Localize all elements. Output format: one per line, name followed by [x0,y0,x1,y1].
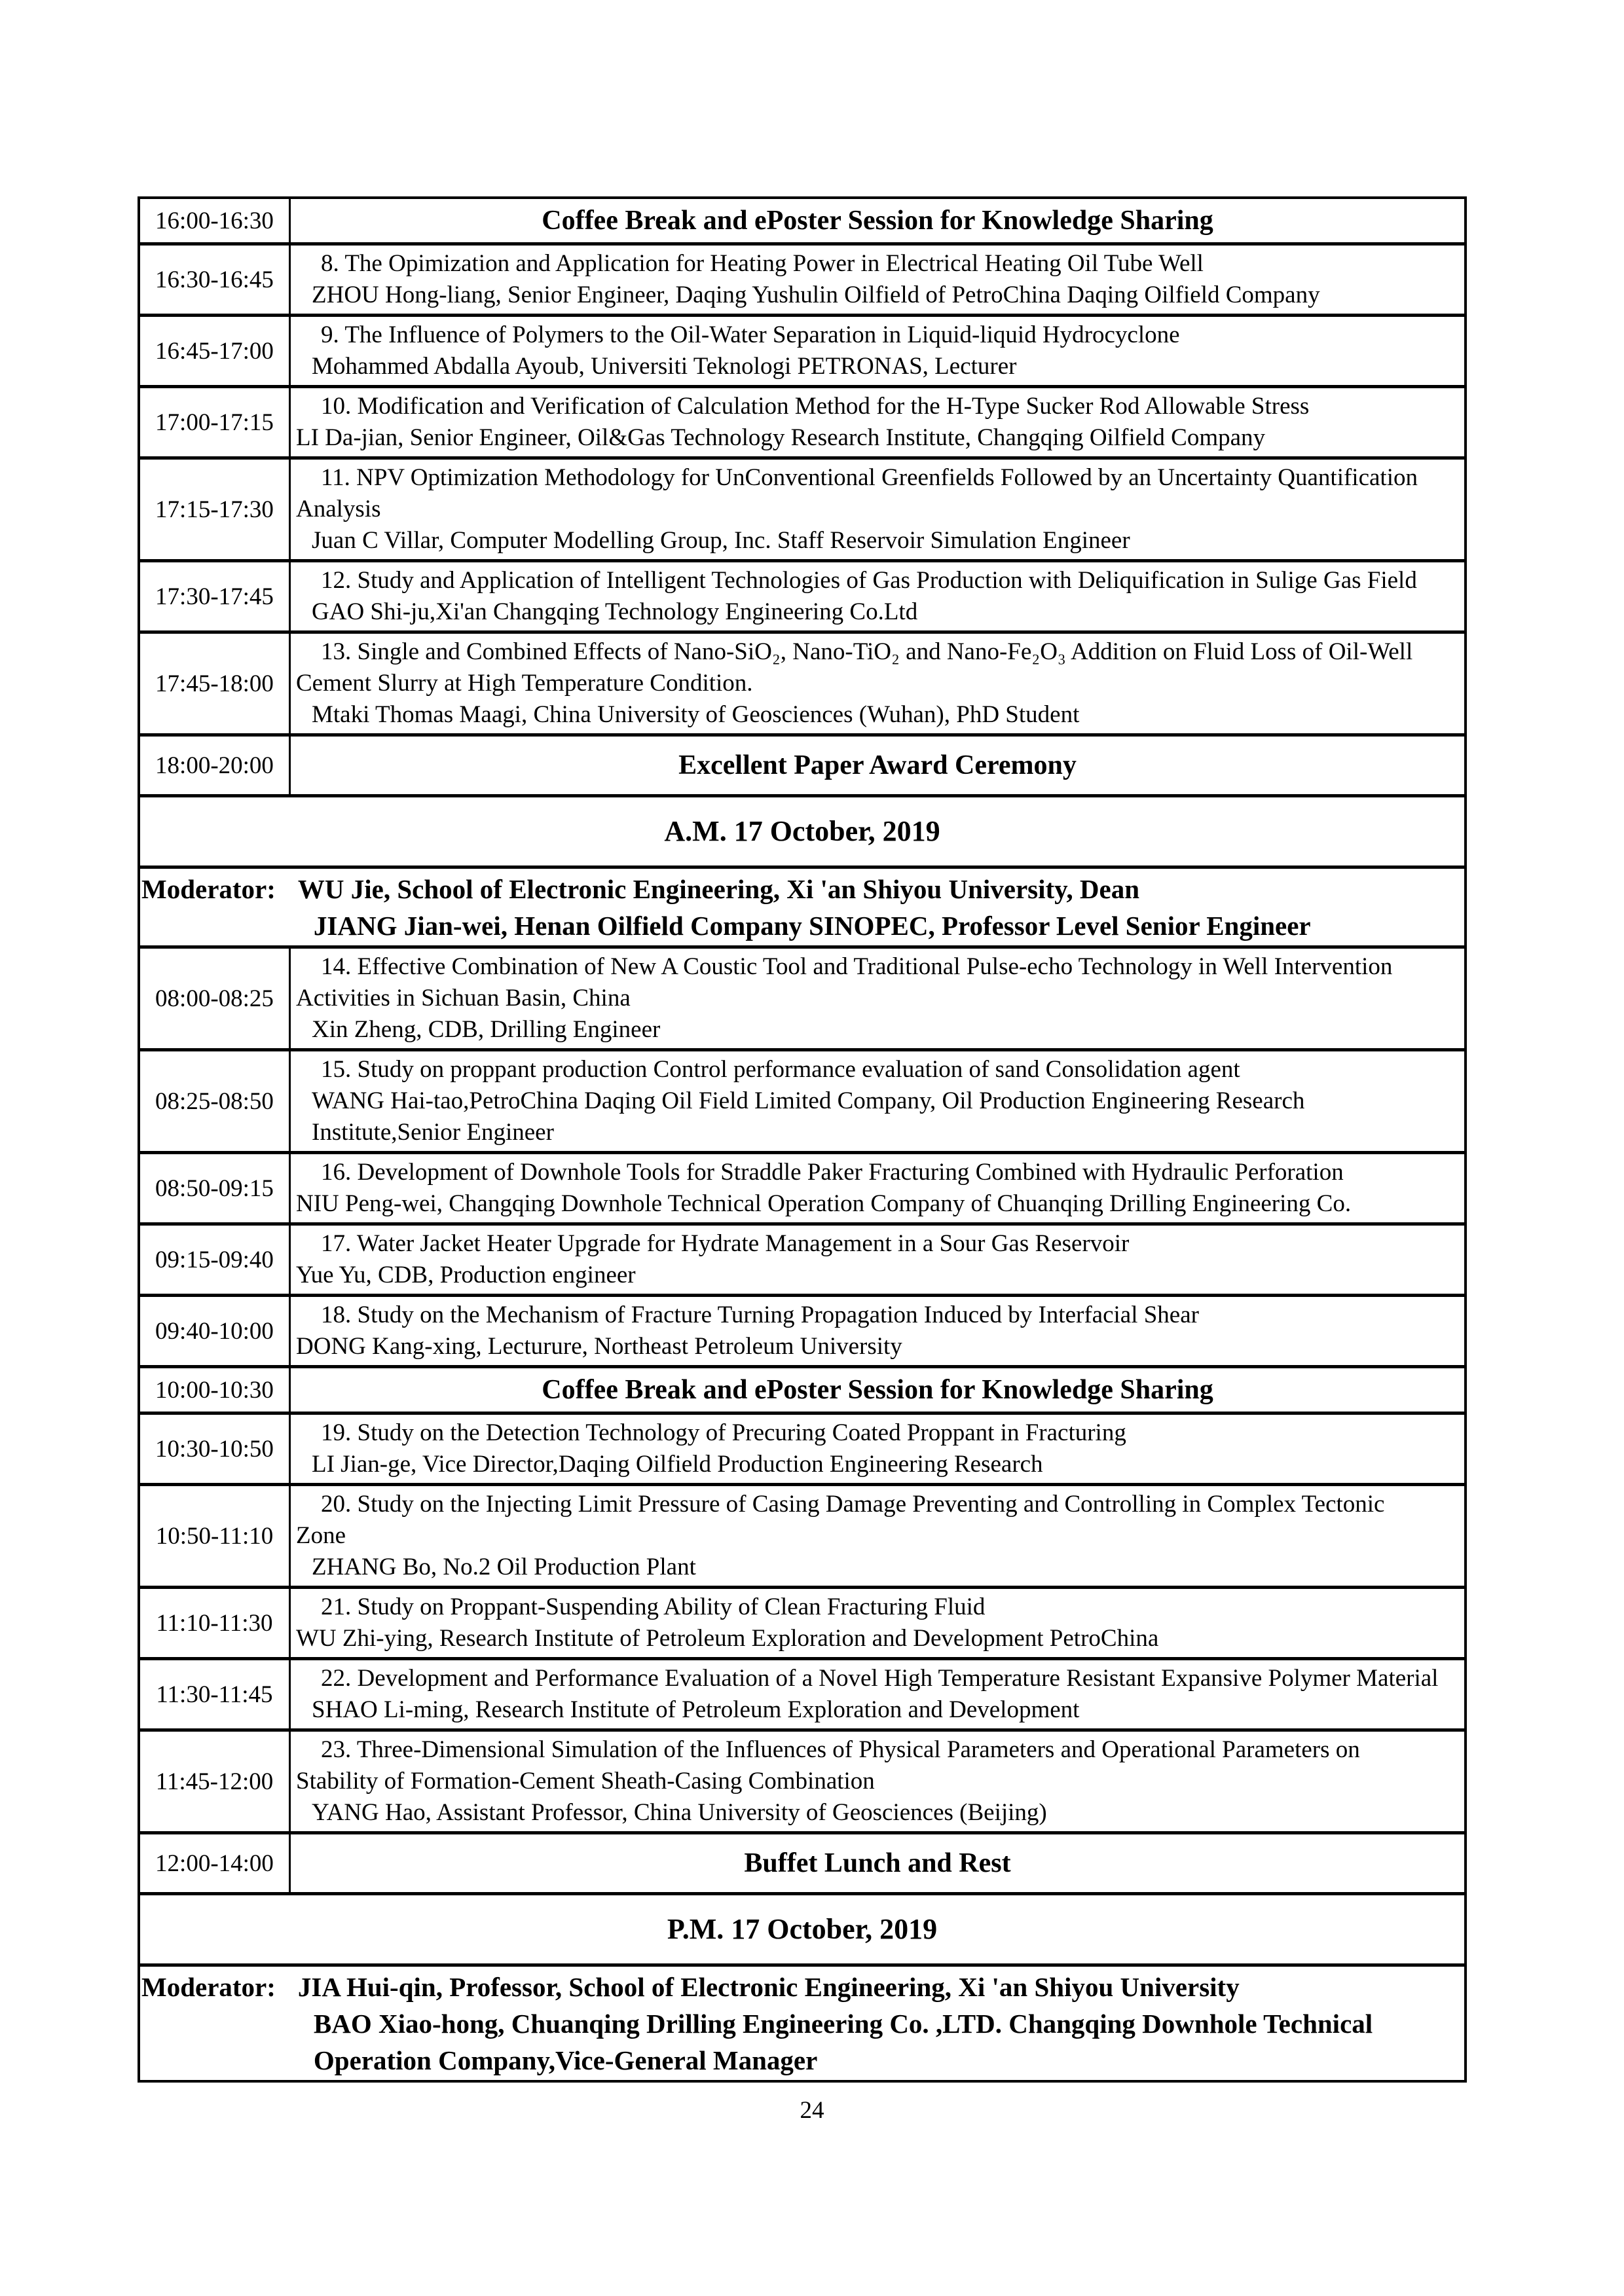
session-title-line: 15. Study on proppant production Control performance evaluation of sand Consolidation agent [321,1056,1240,1083]
break-row [140,1831,1464,1892]
session-row [140,385,1464,456]
time-cell: 10:50-11:10 [140,1486,291,1586]
session-content [291,1589,1464,1657]
session-title-line: 21. Study on Proppant-Suspending Ability of Clean Fracturing Fluid [321,1594,986,1620]
time-cell: 12:00-14:00 [140,1834,291,1892]
session-row [140,1483,1464,1586]
session-title-line: 23. Three-Dimensional Simulation of the Influences of Physical Parameters and Operational Parameters on [321,1736,1360,1763]
session-row [140,1412,1464,1483]
moderator-line: Operation Company,Vice-General Manager [313,2045,818,2075]
session-detail-line: Xin Zheng, CDB, Drilling Engineer [312,1016,661,1043]
session-row [140,1657,1464,1728]
session-detail-line: Analysis [296,496,381,522]
session-detail-line: NIU Peng-wei, Changqing Downhole Technical Operation Company of Chuanqing Drilling Engineering Co. [296,1190,1352,1217]
time-cell: 16:45-17:00 [140,317,291,385]
session-title-line: 9. The Influence of Polymers to the Oil-Water Separation in Liquid-liquid Hydrocyclone [321,321,1180,348]
session-content [291,1732,1464,1831]
session-row [140,1294,1464,1365]
session-content [291,1660,1464,1728]
session-detail-line: Stability of Formation-Cement Sheath-Casing Combination [296,1768,875,1795]
session-title-line: 13. Single and Combined Effects of Nano-SiO₂, Nano-TiO₂ and Nano-Fe₂O₃ Addition on Fluid Loss of Oil-Well [321,638,1413,665]
time-cell: 09:15-09:40 [140,1226,291,1294]
session-content [291,1486,1464,1586]
moderator-label: Moderator: [141,874,276,904]
time-cell: 16:30-16:45 [140,246,291,314]
time-cell: 10:30-10:50 [140,1415,291,1483]
session-title-line: 11. NPV Optimization Methodology for UnConventional Greenfields Followed by an Uncertainty Quantification [321,464,1418,491]
moderator-lines [298,871,1464,944]
session-row [140,242,1464,314]
break-row [140,199,1464,242]
time-cell: 11:30-11:45 [140,1660,291,1728]
session-row [140,1728,1464,1831]
session-content [291,1154,1464,1222]
time-cell: 11:10-11:30 [140,1589,291,1657]
break-row [140,733,1464,794]
session-title-line: 17. Water Jacket Heater Upgrade for Hydrate Management in a Sour Gas Reservoir [321,1230,1130,1257]
session-content [291,317,1464,385]
session-row [140,630,1464,733]
session-detail-line: Mtaki Thomas Maagi, China University of Geosciences (Wuhan), PhD Student [312,701,1080,728]
section-header: A.M. 17 October, 2019 [140,794,1464,866]
session-row [140,1048,1464,1151]
session-content [291,460,1464,559]
session-detail-line: YANG Hao, Assistant Professor, China University of Geosciences (Beijing) [312,1799,1047,1826]
break-content [291,199,1464,242]
session-row [140,1151,1464,1222]
time-cell: 08:50-09:15 [140,1154,291,1222]
session-content [291,1415,1464,1483]
break-content [291,1368,1464,1412]
time-cell: 10:00-10:30 [140,1368,291,1412]
session-detail-line: SHAO Li-ming, Research Institute of Petroleum Exploration and Development [312,1696,1080,1723]
moderator-lines [298,1969,1464,2079]
time-cell: 18:00-20:00 [140,737,291,794]
moderator-row [140,866,1464,945]
session-content [291,388,1464,456]
moderator-line: BAO Xiao-hong, Chuanqing Drilling Engineering Co. ,LTD. Changqing Downhole Technical [313,2009,1373,2039]
session-detail-line: Cement Slurry at High Temperature Condition. [296,670,753,697]
break-title: Excellent Paper Award Ceremony [678,750,1077,780]
session-content [291,246,1464,314]
break-title: Buffet Lunch and Rest [744,1848,1011,1878]
session-title-line: 18. Study on the Mechanism of Fracture Turning Propagation Induced by Interfacial Shear [321,1302,1199,1328]
session-row [140,1586,1464,1657]
session-row [140,314,1464,385]
session-row [140,559,1464,630]
session-content [291,562,1464,630]
break-title: Coffee Break and ePoster Session for Knowledge Sharing [542,206,1213,236]
session-detail-line: Activities in Sichuan Basin, China [296,985,631,1011]
session-content [291,949,1464,1048]
time-cell: 08:25-08:50 [140,1051,291,1151]
time-cell: 16:00-16:30 [140,199,291,242]
moderator-line: JIA Hui-qin, Professor, School of Electronic Engineering, Xi 'an Shiyou University [297,1972,1240,2002]
session-detail-line: LI Da-jian, Senior Engineer, Oil&Gas Technology Research Institute, Changqing Oilfield Company [296,424,1266,451]
time-cell: 09:40-10:00 [140,1297,291,1365]
break-row [140,1365,1464,1412]
session-content [291,1297,1464,1365]
session-content [291,1051,1464,1151]
session-detail-line: Mohammed Abdalla Ayoub, Universiti Teknologi PETRONAS, Lecturer [312,353,1017,380]
session-detail-line: Yue Yu, CDB, Production engineer [296,1262,636,1288]
session-detail-line: GAO Shi-ju,Xi'an Changqing Technology Engineering Co.Ltd [312,598,918,625]
time-cell: 17:15-17:30 [140,460,291,559]
session-detail-line: LI Jian-ge, Vice Director,Daqing Oilfield Production Engineering Research [312,1451,1043,1478]
time-cell: 11:45-12:00 [140,1732,291,1831]
session-content [291,1226,1464,1294]
moderator-row [140,1963,1464,2080]
session-title-line: 12. Study and Application of Intelligent Technologies of Gas Production with Deliquification in Sulige Gas Field [321,567,1417,594]
break-content [291,737,1464,794]
session-detail-line: Zone [296,1522,346,1549]
session-title-line: 19. Study on the Detection Technology of Precuring Coated Proppant in Fracturing [321,1419,1126,1446]
session-detail-line: DONG Kang-xing, Lecturure, Northeast Petroleum University [296,1333,902,1360]
time-cell: 17:00-17:15 [140,388,291,456]
session-title-line: 8. The Opimization and Application for Heating Power in Electrical Heating Oil Tube Well [321,250,1204,277]
section-header: P.M. 17 October, 2019 [140,1892,1464,1963]
session-row [140,945,1464,1048]
session-title-line: 10. Modification and Verification of Calculation Method for the H-Type Sucker Rod Allowable Stress [321,393,1310,420]
time-cell: 17:30-17:45 [140,562,291,630]
schedule-table [138,196,1467,2083]
moderator-line: JIANG Jian-wei, Henan Oilfield Company SINOPEC, Professor Level Senior Engineer [313,911,1311,941]
session-detail-line: ZHANG Bo, No.2 Oil Production Plant [312,1554,696,1580]
break-title: Coffee Break and ePoster Session for Knowledge Sharing [542,1375,1213,1405]
moderator-label: Moderator: [141,1972,276,2002]
page-number: 24 [800,2097,824,2124]
moderator-line: WU Jie, School of Electronic Engineering, Xi 'an Shiyou University, Dean [297,874,1139,904]
session-detail-line: Juan C Villar, Computer Modelling Group, Inc. Staff Reservoir Simulation Engineer [312,527,1130,554]
session-detail-line: ZHOU Hong-liang, Senior Engineer, Daqing Yushulin Oilfield of PetroChina Daqing Oilfield Company [312,282,1320,308]
session-content [291,634,1464,733]
session-title-line: 16. Development of Downhole Tools for Straddle Paker Fracturing Combined with Hydraulic Perforation [321,1159,1344,1186]
session-detail-line: WU Zhi-ying, Research Institute of Petroleum Exploration and Development PetroChina [296,1625,1159,1652]
session-row [140,1222,1464,1294]
session-title-line: 20. Study on the Injecting Limit Pressure of Casing Damage Preventing and Controlling in Complex Tectonic [321,1491,1385,1518]
session-detail-line: Institute,Senior Engineer [312,1119,554,1146]
break-content [291,1834,1464,1892]
time-cell: 08:00-08:25 [140,949,291,1048]
session-detail-line: WANG Hai-tao,PetroChina Daqing Oil Field Limited Company, Oil Production Engineering Research [312,1087,1305,1114]
session-title-line: 22. Development and Performance Evaluation of a Novel High Temperature Resistant Expansive Polymer Material [321,1665,1439,1692]
session-row [140,456,1464,559]
session-title-line: 14. Effective Combination of New A Coustic Tool and Traditional Pulse-echo Technology in Well Intervention [321,953,1393,980]
time-cell: 17:45-18:00 [140,634,291,733]
